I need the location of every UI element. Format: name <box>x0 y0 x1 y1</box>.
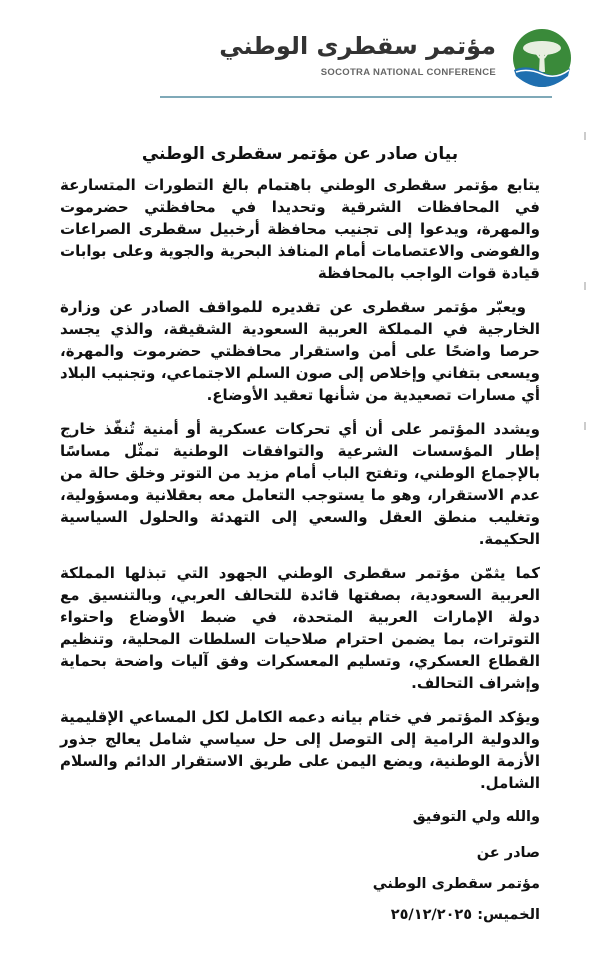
paragraph-text: يتابع مؤتمر سقطرى الوطني باهتمام بالغ التطورات المتسارعة في المحافظات الشرقية وتحديدا في محافظتي حضرموت والمهرة، ويدعوا إلى تجنيب محافظة أرخبيل سقطرى الصراعات والفوضى والاعتصامات أمام المنافذ البحرية والجوية وعلى بوابات قيادة قوات الواجب بالمحافظة <box>60 176 540 282</box>
paragraph-5 <box>60 706 540 794</box>
document-title: بيان صادر عن مؤتمر سقطرى الوطني <box>141 144 459 164</box>
header-divider <box>160 96 552 98</box>
paragraph-1 <box>60 174 540 284</box>
scan-edge-mark <box>584 132 586 140</box>
signature-issued-by: صادر عن <box>476 845 540 861</box>
brand-name-english: SOCOTRA NATIONAL CONFERENCE <box>320 67 496 78</box>
paragraph-3 <box>60 418 540 550</box>
paragraph-text: ويؤكد المؤتمر في ختام بيانه دعمه الكامل لكل المساعي الإقليمية والدولية الرامية إلى التوصل إلى حل سياسي شامل يعالج جذور الأزمة الوطنية، ويضع اليمن على طريق الاستقرار الدائم والسلام الشامل. <box>60 708 540 792</box>
paragraph-4 <box>60 562 540 694</box>
paragraph-2 <box>60 296 540 406</box>
closing-line: والله ولي التوفيق <box>412 809 540 825</box>
document-body <box>60 142 540 926</box>
paragraph-text: كما يثمّن مؤتمر سقطرى الوطني الجهود التي تبذلها المملكة العربية السعودية، بصفتها قائدة للتحالف العربي، وبالتنسيق مع دولة الإمارات العربية المتحدة، في ضبط الأوضاع واحتواء التوترات، بما يضمن احترام صلاحيات السلطات المحلية، وتنظيم القطاع العسكري، وتسليم المعسكرات وفق آليات واضحة بحماية وإشراف التحالف. <box>60 564 540 692</box>
brand-name-arabic: مؤتمر سقطرى الوطني <box>219 32 496 60</box>
signature-date: الخميس: ٢٥/١٢/٢٠٢٥ <box>390 907 540 923</box>
letterhead <box>160 22 580 102</box>
paragraph-text: ويشدد المؤتمر على أن أي تحركات عسكرية أو أمنية تُنفّذ خارج إطار المؤسسات الشرعية والتوافقات الوطنية تمثّل مساسًا بالإجماع الوطني، وتفتح الباب أمام مزيد من التوتر وخلق حالة من عدم الاستقرار، وهو ما يستوجب التعامل معه بعقلانية ومسؤولية، وتغليب منطق العقل والسعي إلى التهدئة والحلول السياسية الحكيمة. <box>60 420 540 548</box>
signature-organization: مؤتمر سقطرى الوطني <box>372 876 540 892</box>
paragraph-text: ويعبّر مؤتمر سقطرى عن تقديره للمواقف الصادر عن وزارة الخارجية في المملكة العربية السعودية الشقيقة، والذي يجسد حرصا واضحًا على أمن واستقرار محافظتي حضرموت والمهرة، ويسعى بتفاني وإخلاص إلى صون السلم الاجتماعي، وتجنيب البلاد أي مسارات تصعيدية من شأنها تعقيد الأوضاع. <box>60 298 540 404</box>
dragon-blood-tree-logo-icon <box>512 28 572 88</box>
scan-edge-mark <box>584 282 586 290</box>
scan-edge-mark <box>584 422 586 430</box>
